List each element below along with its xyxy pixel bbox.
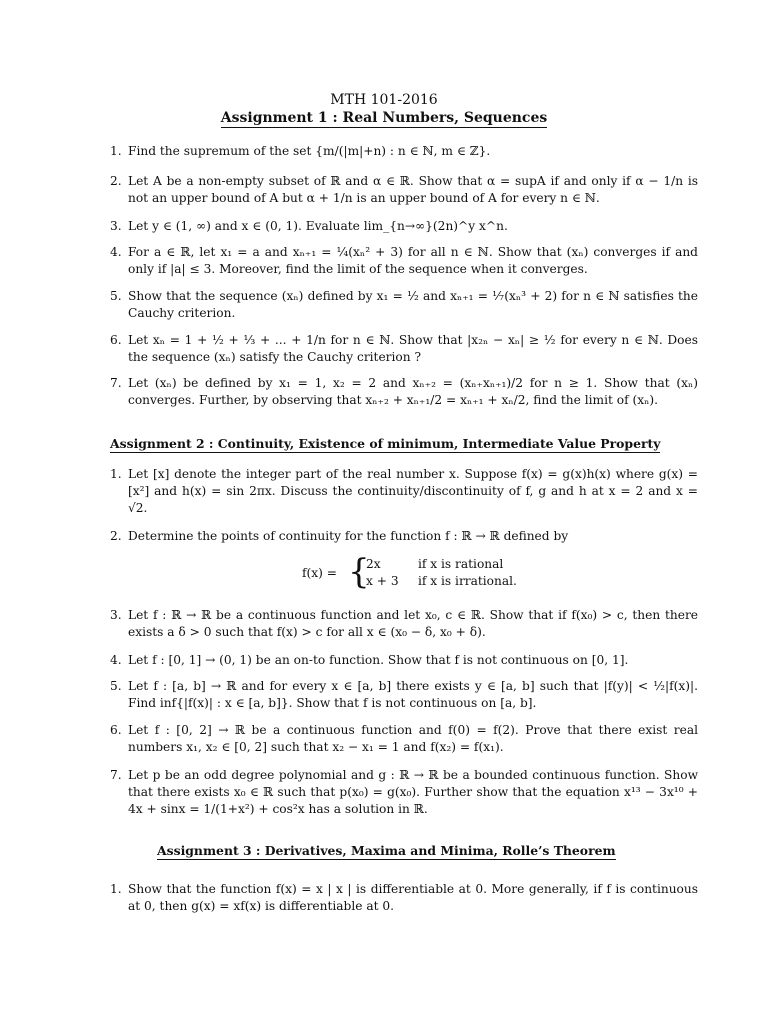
- piecewise-row1-cond: if x is rational: [418, 557, 504, 571]
- problem-text: Let p be an odd degree polynomial and g : ℝ → ℝ be a bounded continuous function. Show that there exists x₀ ∈ ℝ such that p(x₀) = g(x₀). Further show that the equation x¹³ − 3x¹⁰ + 4x + sinx = 1/(1+x²) + cos²x has a solution in ℝ.: [128, 768, 698, 816]
- a1-problem-7: [110, 375, 698, 409]
- problem-text: Let f : ℝ → ℝ be a continuous function and let x₀, c ∈ ℝ. Show that if f(x₀) > c, then there exists a δ > 0 such that f(x) > c for all x ∈ (x₀ − δ, x₀ + δ).: [128, 608, 698, 639]
- problem-number: 3.: [110, 219, 122, 233]
- problem-text: Let f : [0, 1] → (0, 1) be an on-to function. Show that f is not continuous on [0, 1].: [128, 653, 629, 667]
- piecewise-row1-expr: 2x: [366, 557, 381, 571]
- left-brace-icon: {: [348, 552, 370, 592]
- problem-number: 1.: [110, 467, 122, 481]
- a2-problem-2: [110, 528, 698, 545]
- problem-text: Show that the function f(x) = x | x | is differentiable at 0. More generally, if f is continuous at 0, then g(x) = xf(x) is differentiable at 0.: [128, 882, 698, 913]
- problem-number: 5.: [110, 679, 122, 693]
- problem-number: 4.: [110, 245, 122, 259]
- a2-problem-6: [110, 722, 698, 756]
- problem-text: Let f : [a, b] → ℝ and for every x ∈ [a, b] there exists y ∈ [a, b] such that |f(y)| < ½|f(x)|. Find inf{|f(x)| : x ∈ [a, b]}. Show that f is not continuous on [a, b].: [128, 679, 698, 710]
- problem-text: Show that the sequence (xₙ) defined by x₁ = ½ and xₙ₊₁ = ⅐(xₙ³ + 2) for n ∈ ℕ satisfies the Cauchy criterion.: [128, 289, 698, 320]
- assignment-3-heading: [157, 842, 616, 859]
- problem-number: 1.: [110, 882, 122, 896]
- problem-text: Let A be a non-empty subset of ℝ and α ∈ ℝ. Show that α = supA if and only if α − 1/n is not an upper bound of A but α + 1/n is an upper bound of A for every n ∈ ℕ.: [128, 174, 698, 205]
- problem-text: Let f : [0, 2] → ℝ be a continuous function and f(0) = f(2). Prove that there exist real numbers x₁, x₂ ∈ [0, 2] such that x₂ − x₁ = 1 and f(x₂) = f(x₁).: [128, 723, 698, 754]
- assignment-1-heading-text: Assignment 1 : Real Numbers, Sequences: [220, 110, 548, 126]
- a1-problem-5: [110, 288, 698, 322]
- a1-problem-6: [110, 332, 698, 366]
- problem-text: Let [x] denote the integer part of the real number x. Suppose f(x) = g(x)h(x) where g(x) = [x²] and h(x) = sin 2πx. Discuss the continuity/discontinuity of f, g and h at x = 2 and x = √2.: [128, 467, 698, 515]
- problem-number: 4.: [110, 653, 122, 667]
- assignment-2-heading: [110, 435, 660, 452]
- problem-number: 6.: [110, 333, 122, 347]
- problem-text: Let xₙ = 1 + ½ + ⅓ + ... + 1/n for n ∈ ℕ. Show that |x₂ₙ − xₙ| ≥ ½ for every n ∈ ℕ. Does the sequence (xₙ) satisfy the Cauchy criterion ?: [128, 333, 698, 364]
- problem-text: Let (xₙ) be defined by x₁ = 1, x₂ = 2 and xₙ₊₂ = (xₙ₊xₙ₊₁)/2 for n ≥ 1. Show that (xₙ) converges. Further, by observing that xₙ₊₂ + xₙ₊₁/2 = xₙ₊₁ + xₙ/2, find the limit of (xₙ).: [128, 376, 698, 407]
- problem-text: For a ∈ ℝ, let x₁ = a and xₙ₊₁ = ¼(xₙ² + 3) for all n ∈ ℕ. Show that (xₙ) converges if and only if |a| ≤ 3. Moreover, find the limit of the sequence when it converges.: [128, 245, 698, 276]
- problem-text: Let y ∈ (1, ∞) and x ∈ (0, 1). Evaluate lim_{n→∞}(2n)^y x^n.: [128, 219, 508, 233]
- a2-problem-7: [110, 767, 698, 818]
- problem-number: 5.: [110, 289, 122, 303]
- problem-number: 2.: [110, 529, 122, 543]
- piecewise-row2-cond: if x is irrational.: [418, 574, 517, 588]
- a2-problem-3: [110, 607, 698, 641]
- problem-number: 7.: [110, 768, 122, 782]
- problem-number: 1.: [110, 144, 122, 158]
- piecewise-row2-expr: x + 3: [366, 574, 399, 588]
- a2-problem-4: [110, 652, 698, 669]
- piecewise-lhs: f(x) =: [302, 566, 337, 580]
- a3-problem-1: [110, 881, 698, 915]
- assignment-2-heading-text: Assignment 2 : Continuity, Existence of minimum, Intermediate Value Property: [110, 436, 661, 451]
- problem-text: Find the supremum of the set {m/(|m|+n) : n ∈ ℕ, m ∈ ℤ}.: [128, 144, 491, 158]
- problem-number: 3.: [110, 608, 122, 622]
- problem-number: 7.: [110, 376, 122, 390]
- a1-problem-2: [110, 173, 698, 207]
- problem-number: 6.: [110, 723, 122, 737]
- a2-problem-5: [110, 678, 698, 712]
- assignment-3-heading-text: Assignment 3 : Derivatives, Maxima and Minima, Rolle’s Theorem: [157, 843, 616, 858]
- problem-text: Determine the points of continuity for the function f : ℝ → ℝ defined by: [128, 529, 569, 543]
- a1-problem-3: [110, 218, 698, 235]
- course-title: MTH 101-2016: [330, 92, 438, 108]
- a2-problem-1: [110, 466, 698, 517]
- problem-number: 2.: [110, 174, 122, 188]
- assignment-1-heading: [0, 110, 768, 127]
- piecewise-definition: [300, 552, 560, 592]
- a1-problem-1: [110, 143, 698, 160]
- a1-problem-4: [110, 244, 698, 278]
